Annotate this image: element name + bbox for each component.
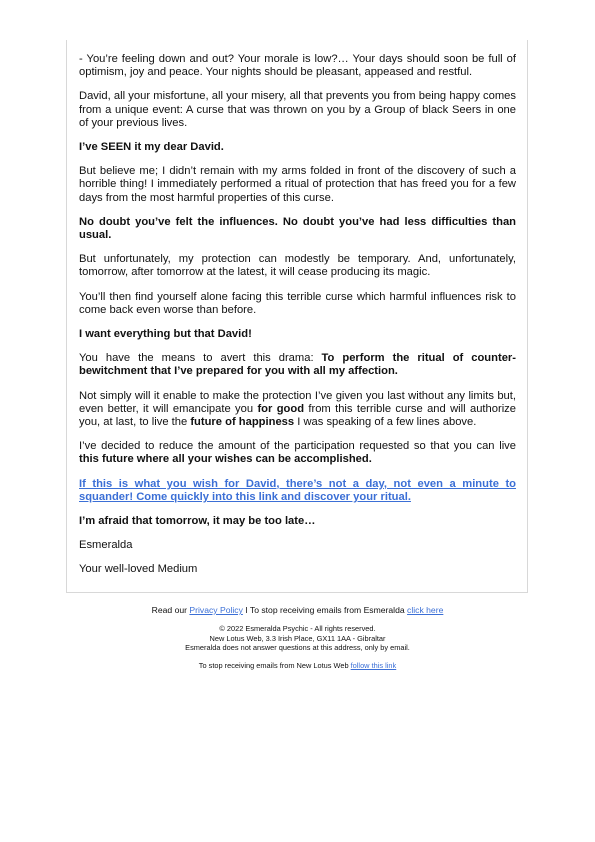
paragraph-morale: - You’re feeling down and out? Your morale is low?… Your days should soon be full of optimism, joy and peace. Your nights should be pleasant, appeased and restful.: [79, 53, 516, 79]
paragraph-ritual-protection: But believe me; I didn’t remain with my arms folded in front of the discovery of such a horrible thing! I immediately performed a ritual of protection that has freed you for a few days from the most harmful properties of this curse.: [79, 165, 516, 204]
signature-title: Your well-loved Medium: [79, 563, 198, 576]
unsubscribe-link[interactable]: click here: [407, 605, 444, 615]
copyright-text: © 2022 Esmeralda Psychic - All rights reserved.: [219, 624, 376, 633]
paragraph-temporary: But unfortunately, my protection can modestly be temporary. And, unfortunately, tomorrow, after tomorrow at the latest, it will cease producing its magic.: [79, 253, 516, 279]
signature-name: Esmeralda: [79, 539, 133, 552]
no-answer-text: Esmeralda does not answer questions at this address, only by email.: [185, 643, 410, 652]
footer-unsubscribe-line: Read our Privacy Policy I To stop receiving emails from Esmeralda click here: [151, 605, 444, 615]
paragraph-seen: I’ve SEEN it my dear David.: [79, 141, 224, 154]
paragraph-influences: No doubt you’ve felt the influences. No doubt you’ve had less difficulties than usual.: [79, 215, 516, 242]
email-body: [79, 53, 516, 588]
paragraph-reduce: I’ve decided to reduce the amount of the participation requested so that you can live this future where all your wishes can be accomplished.: [79, 440, 516, 466]
follow-link[interactable]: follow this link: [350, 660, 397, 670]
paragraph-curse: David, all your misfortune, all your misery, all that prevents you from being happy comes from a unique event: A curse that was thrown on you by a Group of black Seers in one of your previous lives.: [79, 90, 516, 129]
footer-stop-newlotus: To stop receiving emails from New Lotus Web follow this link: [198, 660, 397, 670]
paragraph-alone: You’ll then find yourself alone facing this terrible curse which harmful influences risk to come back even worse than before.: [79, 290, 516, 316]
footer-legal: [0, 624, 595, 653]
email-footer: [0, 605, 595, 671]
privacy-policy-link[interactable]: Privacy Policy: [189, 605, 243, 615]
paragraph-afraid: I’m afraid that tomorrow, it may be too late…: [79, 515, 316, 528]
paragraph-emancipate: Not simply will it enable to make the protection I’ve given you last without any limits but, even better, it will emancipate you for good from this terrible curse and will authorize you, at last, to live the future of happiness I was speaking of a few lines above.: [79, 389, 516, 429]
address-text: New Lotus Web, 3.3 Irish Place, GX11 1AA - Gibraltar: [209, 633, 386, 643]
paragraph-want: I want everything but that David!: [79, 328, 252, 341]
paragraph-cta: [79, 478, 516, 504]
ritual-link[interactable]: If this is what you wish for David, there’s not a day, not even a minute to squander! Come quickly into this link and discover your ritual.: [79, 477, 516, 503]
paragraph-means: You have the means to avert this drama: To perform the ritual of counter-bewitchment that I’ve prepared for you with all my affection.: [79, 352, 516, 378]
